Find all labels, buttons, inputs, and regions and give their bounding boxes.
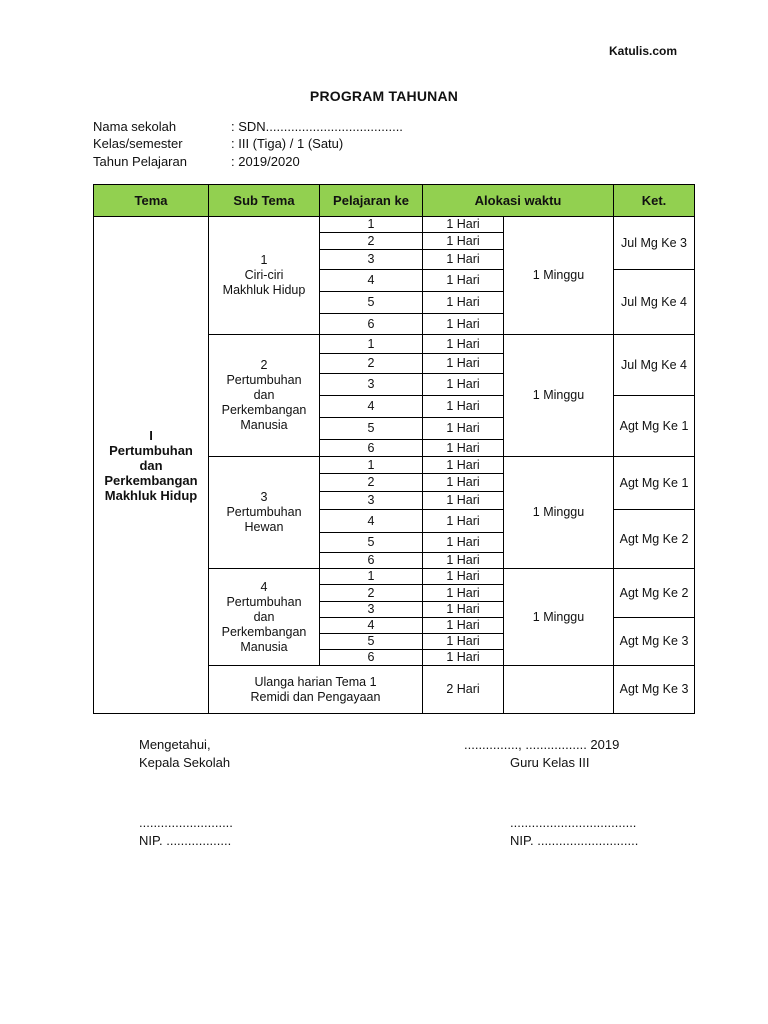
lesson-time: 1 Hari <box>423 533 504 553</box>
lesson-number: 4 <box>320 270 423 292</box>
lesson-number: 2 <box>320 585 423 602</box>
lesson-number: 4 <box>320 510 423 533</box>
lesson-time: 1 Hari <box>423 354 504 374</box>
sub-tema-cell: 1 Ciri-ciri Makhluk Hidup <box>209 217 320 335</box>
header-ket: Ket. <box>614 185 695 217</box>
lesson-number: 5 <box>320 533 423 553</box>
sub-tema-cell: 2 Pertumbuhan dan Perkembangan Manusia <box>209 335 320 457</box>
sign-principal-nip: NIP. .................. <box>139 833 232 848</box>
ket-cell: Jul Mg Ke 3 <box>614 217 695 270</box>
alokasi-cell: 1 Minggu <box>504 569 614 666</box>
sign-teacher-name: ................................... <box>510 815 637 830</box>
lesson-time: 1 Hari <box>423 233 504 250</box>
brand-label: Katulis.com <box>609 44 678 58</box>
lesson-time: 1 Hari <box>423 602 504 618</box>
info-label: Nama sekolah <box>93 119 177 134</box>
final-activity-cell: Ulanga harian Tema 1 Remidi dan Pengayaan <box>209 666 423 714</box>
lesson-time: 1 Hari <box>423 618 504 634</box>
sign-teacher-nip: NIP. ............................ <box>510 833 639 848</box>
alokasi-cell: 1 Minggu <box>504 457 614 569</box>
header-alokasi: Alokasi waktu <box>423 185 614 217</box>
lesson-number: 6 <box>320 650 423 666</box>
lesson-number: 5 <box>320 292 423 314</box>
ket-cell: Agt Mg Ke 3 <box>614 618 695 666</box>
info-class <box>93 136 343 151</box>
lesson-time: 1 Hari <box>423 418 504 440</box>
lesson-time: 1 Hari <box>423 396 504 418</box>
lesson-time: 1 Hari <box>423 440 504 457</box>
info-value: : III (Tiga) / 1 (Satu) <box>231 136 344 151</box>
lesson-number: 6 <box>320 314 423 335</box>
lesson-number: 1 <box>320 335 423 354</box>
lesson-number: 3 <box>320 374 423 396</box>
page-title: PROGRAM TAHUNAN <box>309 88 459 104</box>
info-school <box>93 119 403 134</box>
lesson-time: 1 Hari <box>423 553 504 569</box>
sign-acknowledged: Mengetahui, <box>139 737 211 752</box>
lesson-number: 1 <box>320 569 423 585</box>
lesson-time: 1 Hari <box>423 634 504 650</box>
lesson-time: 1 Hari <box>423 650 504 666</box>
sign-principal-role: Kepala Sekolah <box>139 755 231 770</box>
sub-tema-cell: 3 Pertumbuhan Hewan <box>209 457 320 569</box>
lesson-number: 2 <box>320 474 423 492</box>
tema-cell: I Pertumbuhan dan Perkembangan Makhluk Hidup <box>94 217 209 714</box>
header-sub-tema: Sub Tema <box>209 185 320 217</box>
alokasi-cell: 1 Minggu <box>504 217 614 335</box>
alokasi-cell: 1 Minggu <box>504 335 614 457</box>
lesson-number: 5 <box>320 418 423 440</box>
lesson-number: 3 <box>320 250 423 270</box>
lesson-number: 2 <box>320 354 423 374</box>
lesson-time: 1 Hari <box>423 270 504 292</box>
lesson-number: 2 <box>320 233 423 250</box>
ket-cell: Agt Mg Ke 1 <box>614 396 695 457</box>
header-pelajaran: Pelajaran ke <box>320 185 423 217</box>
lesson-time: 1 Hari <box>423 585 504 602</box>
info-label: Tahun Pelajaran <box>93 154 187 169</box>
header-tema: Tema <box>94 185 209 217</box>
lesson-number: 4 <box>320 618 423 634</box>
final-time-cell: 2 Hari <box>423 666 504 714</box>
lesson-time: 1 Hari <box>423 374 504 396</box>
lesson-time: 1 Hari <box>423 217 504 233</box>
lesson-number: 6 <box>320 440 423 457</box>
program-table <box>93 184 695 714</box>
lesson-number: 5 <box>320 634 423 650</box>
table-header-row <box>94 185 695 217</box>
lesson-number: 1 <box>320 217 423 233</box>
sign-teacher-role: Guru Kelas III <box>510 755 590 770</box>
ket-cell: Agt Mg Ke 2 <box>614 569 695 618</box>
lesson-number: 4 <box>320 396 423 418</box>
ket-cell: Jul Mg Ke 4 <box>614 270 695 335</box>
sub-tema-cell: 4 Pertumbuhan dan Perkembangan Manusia <box>209 569 320 666</box>
lesson-time: 1 Hari <box>423 314 504 335</box>
sign-date: ..............., ................. 2019 <box>464 737 620 752</box>
lesson-time: 1 Hari <box>423 510 504 533</box>
lesson-time: 1 Hari <box>423 292 504 314</box>
lesson-number: 3 <box>320 602 423 618</box>
lesson-time: 1 Hari <box>423 250 504 270</box>
table-row <box>94 217 695 233</box>
lesson-number: 6 <box>320 553 423 569</box>
lesson-time: 1 Hari <box>423 335 504 354</box>
lesson-number: 1 <box>320 457 423 474</box>
ket-cell: Jul Mg Ke 4 <box>614 335 695 396</box>
lesson-time: 1 Hari <box>423 492 504 510</box>
ket-cell: Agt Mg Ke 2 <box>614 510 695 569</box>
lesson-time: 1 Hari <box>423 457 504 474</box>
info-value: : 2019/2020 <box>231 154 300 169</box>
final-ket-cell: Agt Mg Ke 3 <box>614 666 695 714</box>
info-label: Kelas/semester <box>93 136 183 151</box>
info-year <box>93 154 300 169</box>
lesson-time: 1 Hari <box>423 569 504 585</box>
sign-principal-name: .......................... <box>139 815 233 830</box>
lesson-number: 3 <box>320 492 423 510</box>
final-alokasi-cell <box>504 666 614 714</box>
lesson-time: 1 Hari <box>423 474 504 492</box>
info-value: : SDN...................................... <box>231 119 403 134</box>
ket-cell: Agt Mg Ke 1 <box>614 457 695 510</box>
